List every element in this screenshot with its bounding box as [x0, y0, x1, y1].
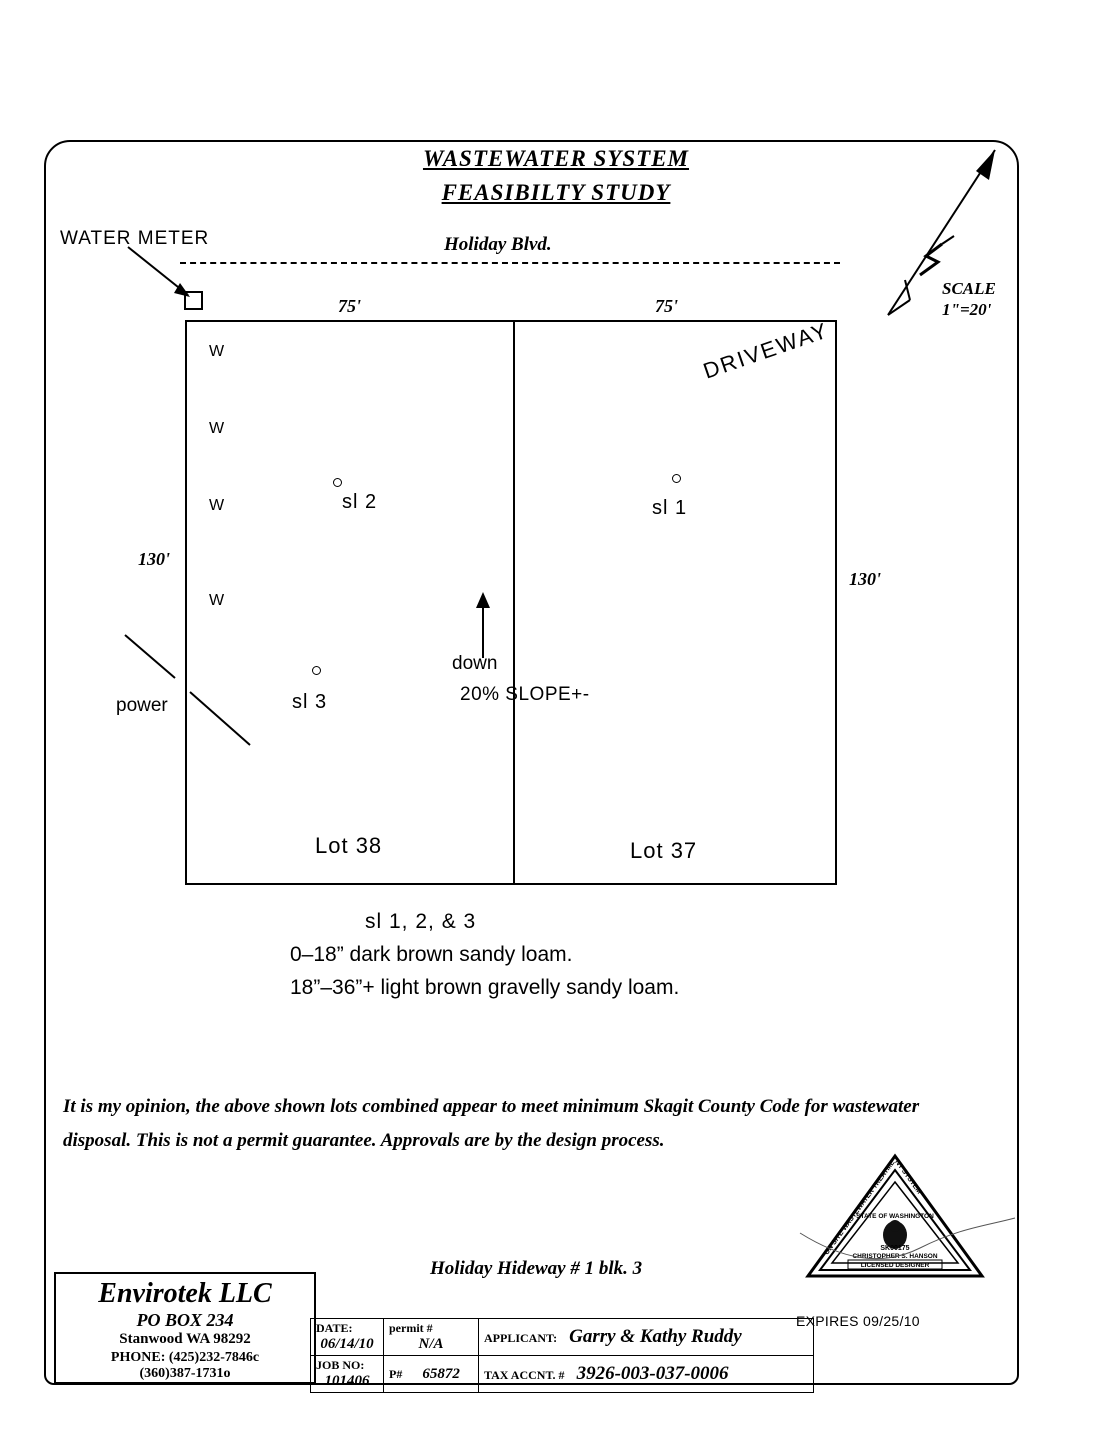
tax-account-cell [479, 1356, 814, 1393]
svg-text:SK00175: SK00175 [880, 1245, 910, 1252]
company-block [54, 1272, 316, 1384]
scale-title: SCALE [942, 279, 996, 298]
company-phone-2: (360)387-1731o [139, 1366, 231, 1381]
applicant-label: APPLICANT: [484, 1331, 558, 1345]
opinion-statement: It is my opinion, the above shown lots combined appear to meet minimum Skagit County Code for wastewater disposal. This is not a permit guarantee. Approvals are by the design process. [63, 1096, 920, 1151]
company-po-box: PO BOX 234 [136, 1310, 234, 1330]
title-block-info-table [310, 1318, 814, 1393]
lot-divider-line [513, 320, 515, 885]
water-meter-symbol [184, 291, 203, 310]
street-centerline [180, 262, 840, 264]
permit-label: permit # [389, 1321, 433, 1335]
applicant-cell [479, 1319, 814, 1356]
company-city: Stanwood WA 98292 [119, 1331, 251, 1347]
table-row [311, 1356, 814, 1393]
soil-heading: sl 1, 2, & 3 [365, 910, 477, 933]
stamp-expires-label: EXPIRES 09/25/10 [796, 1313, 920, 1329]
job-cell [311, 1356, 384, 1393]
permit-cell [384, 1319, 479, 1356]
title-line-1: WASTEWATER SYSTEM [422, 146, 690, 171]
scale-note [942, 278, 996, 320]
designer-stamp [800, 1148, 990, 1308]
dimension-top-left: 75' [338, 296, 362, 316]
date-value: 06/14/10 [320, 1336, 374, 1352]
dimension-top-right: 75' [655, 296, 679, 316]
street-name-label: Holiday Blvd. [438, 234, 558, 256]
scale-value: 1"=20' [942, 300, 992, 319]
well-mark-4: W [209, 592, 225, 609]
svg-text:STATE OF WASHINGTON: STATE OF WASHINGTON [856, 1213, 934, 1220]
well-mark-2: W [209, 420, 225, 437]
driveway-label: DRIVEWAY [700, 317, 832, 384]
svg-text:CHRISTOPHER S. HANSON: CHRISTOPHER S. HANSON [852, 1253, 938, 1260]
slope-percent-label: 20% SLOPE+- [460, 684, 590, 705]
water-meter-label: WATER METER [60, 228, 210, 249]
soil-line-1: 0‒18” dark brown sandy loam. [290, 943, 573, 966]
lots-boundary [185, 320, 837, 885]
title-line-2: FEASIBILTY STUDY [441, 180, 671, 205]
company-phone-1: PHONE: (425)232-7846c [110, 1350, 260, 1365]
soil-log-3-marker [312, 666, 321, 675]
project-name: Holiday Hideway # 1 blk. 3 [430, 1258, 643, 1279]
lot-37-label: Lot 37 [630, 838, 698, 863]
soil-log-2-label: sl 2 [342, 491, 378, 513]
soil-log-3-label: sl 3 [292, 691, 328, 713]
dimension-left: 130' [138, 549, 171, 569]
date-cell [311, 1319, 384, 1356]
company-name: Envirotek LLC [98, 1278, 272, 1309]
soil-line-2: 18”‒36”+ light brown gravelly sandy loam. [290, 976, 680, 999]
svg-text:LICENSED DESIGNER: LICENSED DESIGNER [860, 1262, 930, 1269]
slope-direction-arrow-icon [470, 590, 500, 660]
job-label: JOB NO: [316, 1358, 365, 1372]
permit-value: N/A [418, 1336, 444, 1352]
tax-label: TAX ACCNT. # [484, 1368, 565, 1382]
soil-log-1-label: sl 1 [652, 497, 688, 519]
applicant-value: Garry & Kathy Ruddy [569, 1326, 742, 1347]
dimension-right: 130' [849, 569, 882, 589]
svg-text:ON SITE WASTEWATER TREATMENT: ON SITE WASTEWATER TREATMENT SYSTEM [823, 1158, 923, 1257]
lot-38-label: Lot 38 [315, 833, 383, 858]
p-number-cell [384, 1356, 479, 1393]
well-mark-1: W [209, 343, 225, 360]
soil-log-1-marker [672, 474, 681, 483]
well-mark-3: W [209, 497, 225, 514]
tax-value: 3926-003-037-0006 [576, 1363, 729, 1384]
soil-description-block [290, 905, 679, 1004]
p-value: 65872 [422, 1366, 460, 1382]
job-value: 101406 [324, 1373, 370, 1389]
table-row [311, 1319, 814, 1356]
p-label: P# [389, 1367, 403, 1381]
date-label: DATE: [316, 1321, 353, 1335]
slope-down-label: down [452, 653, 498, 674]
power-label: power [116, 695, 168, 716]
soil-log-2-marker [333, 478, 342, 487]
